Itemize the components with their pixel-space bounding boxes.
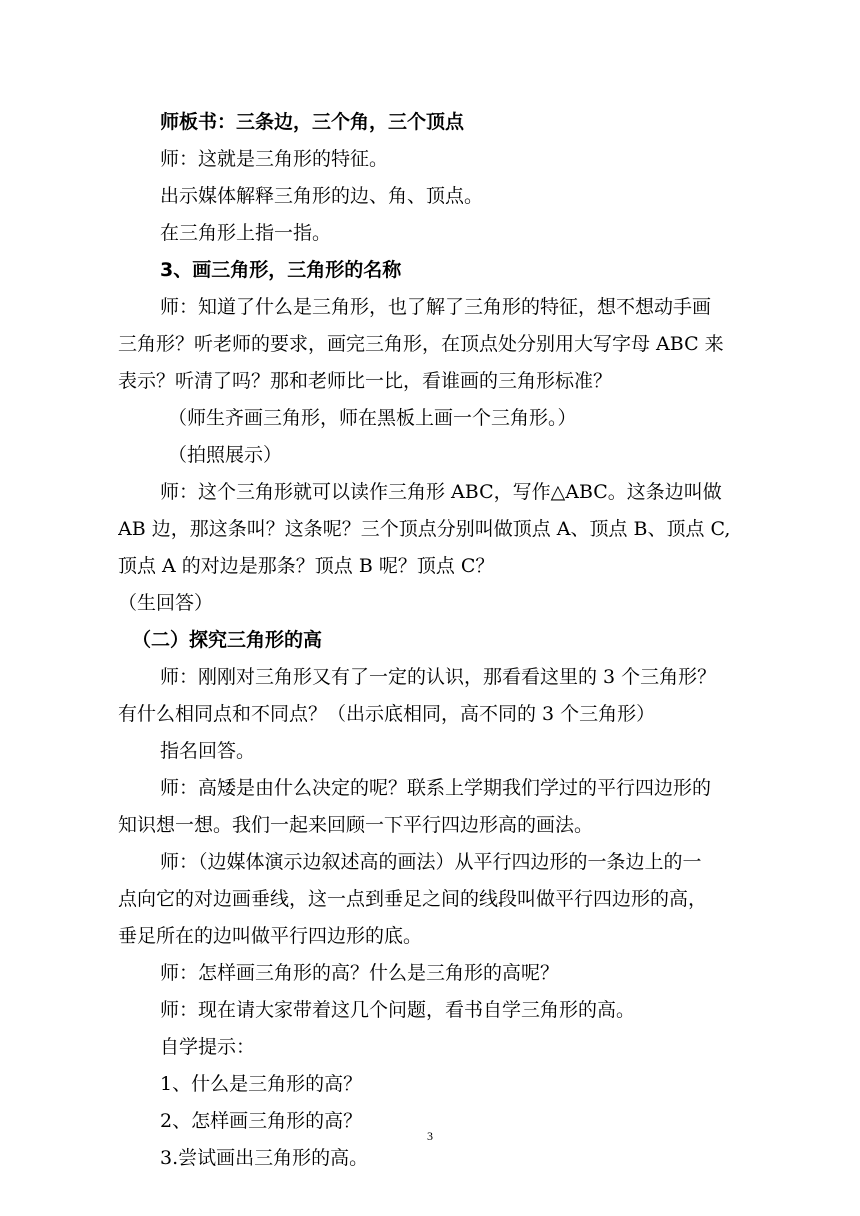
paragraph-line: 师：（边媒体演示边叙述高的画法）从平行四边形的一条边上的一 [160, 851, 702, 873]
page-number: 3 [427, 1129, 433, 1143]
paragraph-line: 指名回答。 [160, 740, 256, 762]
paragraph-line: 有什么相同点和不同点？（出示底相同，高不同的 3 个三角形） [118, 703, 656, 725]
paragraph-line: 知识想一想。我们一起来回顾一下平行四边形高的画法。 [118, 814, 594, 836]
paragraph-line: 点向它的对边画垂线，这一点到垂足之间的线段叫做平行四边形的高， [118, 888, 708, 910]
paragraph-line: 师：知道了什么是三角形，也了解了三角形的特征，想不想动手画 [160, 296, 712, 318]
document-body [118, 104, 746, 1177]
paragraph-line: 师：高矮是由什么决定的呢？联系上学期我们学过的平行四边形的 [160, 777, 712, 799]
paragraph-line: 师：这个三角形就可以读作三角形 ABC，写作△ABC。这条边叫做 [160, 481, 722, 503]
paragraph-line: 表示？听清了吗？那和老师比一比，看谁画的三角形标准？ [118, 370, 613, 392]
paragraph-line: 师：这就是三角形的特征。 [160, 148, 389, 170]
paragraph-line: （生回答） [118, 592, 214, 614]
list-item: 3.尝试画出三角形的高。 [160, 1147, 369, 1169]
paragraph-line: AB 边，那这条叫？这条呢？三个顶点分别叫做顶点 A、顶点 B、顶点 C, [118, 518, 731, 540]
section-heading: 3、画三角形，三角形的名称 [160, 259, 402, 281]
paragraph-line: 顶点 A 的对边是那条？顶点 B 呢？顶点 C？ [118, 555, 495, 577]
list-item: 1、什么是三角形的高？ [160, 1073, 363, 1095]
paragraph-line: 自学提示： [160, 1036, 256, 1058]
paragraph-line: 师：现在请大家带着这几个问题，看书自学三角形的高。 [160, 999, 636, 1021]
paragraph-line: 在三角形上指一指。 [160, 222, 332, 244]
paragraph-line: 师：怎样画三角形的高？什么是三角形的高呢？ [160, 962, 560, 984]
section-heading: （二）探究三角形的高 [132, 629, 323, 651]
paragraph-line: 三角形？听老师的要求，画完三角形，在顶点处分别用大写字母 ABC 来 [118, 333, 724, 355]
paragraph-line: 垂足所在的边叫做平行四边形的底。 [118, 925, 423, 947]
paragraph-line: （师生齐画三角形，师在黑板上画一个三角形。） [168, 407, 577, 429]
board-writing-line: 师板书：三条边，三个角，三个顶点 [160, 111, 465, 133]
list-item: 2、怎样画三角形的高？ [160, 1110, 363, 1132]
paragraph-line: （拍照展示） [168, 444, 283, 466]
paragraph-line: 师：刚刚对三角形又有了一定的认识，那看看这里的 3 个三角形？ [160, 666, 717, 688]
paragraph-line: 出示媒体解释三角形的边、角、顶点。 [160, 185, 484, 207]
